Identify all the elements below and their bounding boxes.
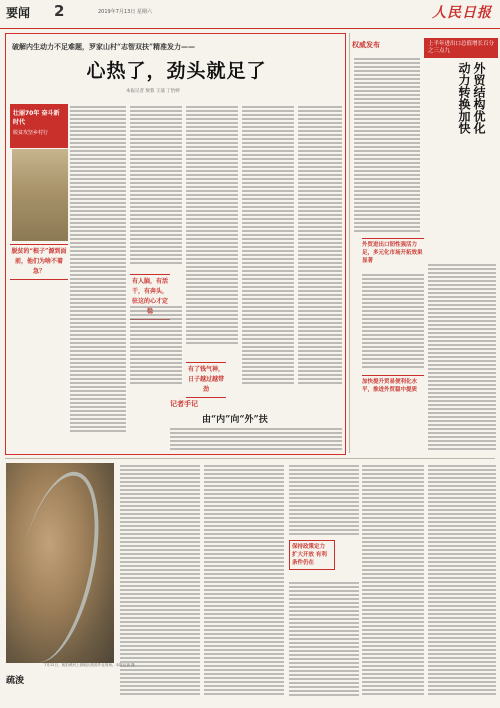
- data-banner-text: 上半年进出口总值增长百分之三点九: [428, 41, 495, 54]
- page-number: 2: [54, 2, 65, 20]
- pull-quote-3: 有了钱气神，日子越过越带劲: [186, 362, 226, 398]
- masthead-logo: 人民日报: [432, 5, 492, 21]
- issue-date: 2019年7月13日 星期六: [98, 9, 152, 15]
- story-headline: 心热了，劲头就足了: [86, 60, 267, 82]
- section-title: 要闻: [6, 6, 31, 20]
- story-photo: [12, 149, 68, 241]
- bottom-text-column-4: [362, 463, 424, 703]
- series-tag-subtitle: 脱贫攻坚乡村行: [13, 130, 49, 136]
- text-column-4: [242, 104, 294, 389]
- vertical-headline-line-2: 动力转换加快: [457, 62, 471, 134]
- horizontal-divider: [5, 458, 495, 459]
- text-column-3: [186, 104, 238, 354]
- bottom-text-column-5: [428, 463, 496, 703]
- photo-caption: 7月12日，航拍黄河上游地区疏浚作业现场。本报记者 摄: [44, 663, 135, 667]
- story-byline: 本报记者 敖蓉 王迪 丁怡婷: [126, 89, 180, 94]
- pull-quote-1: 脱贫的“根子”源到面前，他们为啥不着急？: [10, 244, 68, 280]
- bottom-text-column-2: [204, 463, 284, 703]
- reporter-notes-label: 记者手记: [170, 399, 198, 408]
- series-tag-title: 壮丽70年 奋斗新时代: [13, 110, 60, 126]
- pull-quote-2: 有人脑，有活干，有奔头，驻这的心才定: [130, 274, 170, 320]
- reporter-notes-title: 由“内”向“外”扶: [202, 415, 268, 425]
- page-header: [0, 0, 500, 29]
- text-column-1: [70, 104, 126, 434]
- data-banner: [424, 38, 498, 58]
- vertical-headline: [436, 62, 486, 262]
- reporter-notes-text: [170, 426, 342, 452]
- subhead-1: 外贸进出口韧性强活力足，多元化市场开拓效果显著: [362, 238, 424, 265]
- vertical-headline-line-1: 外贸结构优化: [472, 62, 486, 134]
- bottom-text-column-3: [289, 463, 359, 538]
- subhead-2: 加快提升贸易便利化水平，推进外贸稳中提质: [362, 375, 424, 394]
- photo-title: 疏浚: [6, 676, 25, 686]
- story-kicker: 破解内生动力不足难题，罗家山村“志智双扶”精准发力——: [12, 42, 196, 51]
- authority-label: 权威发布: [352, 40, 380, 49]
- text-column-2: [130, 104, 182, 269]
- bottom-text-column-3b: [289, 580, 359, 702]
- text-column-2b: [130, 304, 182, 389]
- text-column-5: [298, 104, 342, 389]
- column-divider: [349, 33, 350, 453]
- right-text-column: [354, 56, 420, 236]
- subhead-3: 保持政策定力 扩大开放 有利条件仍在: [289, 540, 335, 570]
- series-tag: [10, 104, 68, 148]
- main-story-highlight: [5, 33, 346, 455]
- right-text-column-3: [428, 262, 496, 457]
- right-text-column-2: [362, 272, 424, 372]
